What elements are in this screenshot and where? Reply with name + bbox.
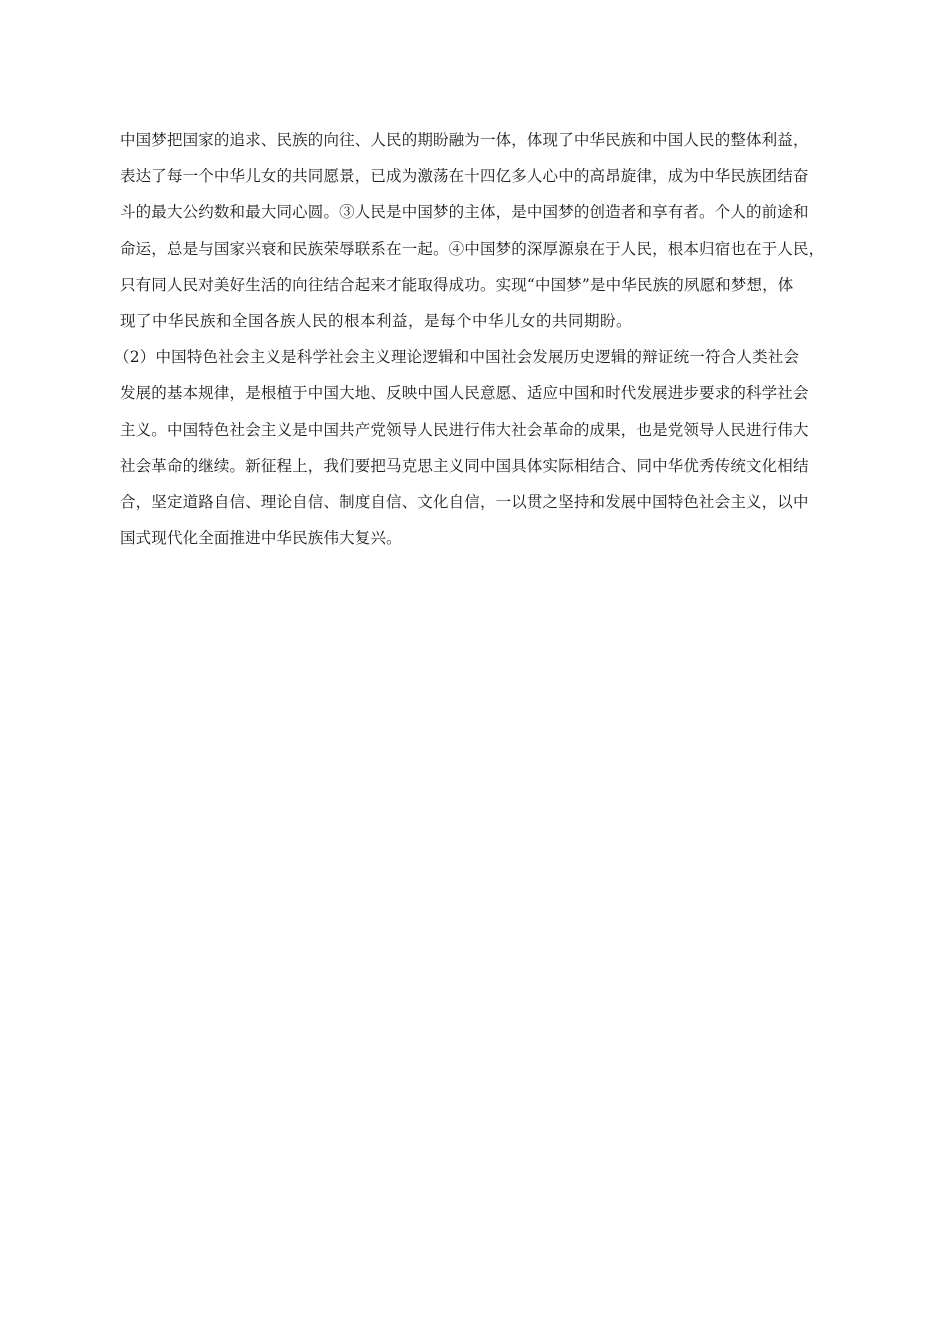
text-line: 现了中华民族和全国各族人民的根本利益，是每个中华儿女的共同期盼。 — [120, 311, 633, 330]
text-line: 命运，总是与国家兴衰和民族荣辱联系在一起。④中国梦的深厚源泉在于人民，根本归宿也在于人民， — [120, 239, 825, 258]
text-line: 国式现代化全面推进中华民族伟大复兴。 — [120, 529, 402, 548]
text-line: 中国梦把国家的追求、民族的向往、人民的期盼融为一体，体现了中华民族和中国人民的整体利益， — [120, 131, 809, 149]
text-line: 只有同人民对美好生活的向往结合起来才能取得成功。实现“中国梦”是中华民族的夙愿和梦想，体 — [120, 275, 794, 294]
text-line: 表达了每一个中华儿女的共同愿景，已成为激荡在十四亿多人心中的高昂旋律，成为中华民族团结奋 — [120, 167, 809, 186]
text-line: 社会革命的继续。新征程上，我们要把马克思主义同中国具体实际相结合、同中华优秀传统文化相结 — [120, 456, 809, 475]
text-line: 斗的最大公约数和最大同心圆。③人民是中国梦的主体，是中国梦的创造者和享有者。个人的前途和 — [120, 203, 809, 222]
text-line: 合，坚定道路自信、理论自信、制度自信、文化自信，一以贯之坚持和发展中国特色社会主义，以中 — [120, 492, 809, 511]
text-line: 发展的基本规律，是根植于中国大地、反映中国人民意愿、适应中国和时代发展进步要求的科学社会 — [120, 384, 809, 403]
answer-2-line: （2）中国特色社会主义是科学社会主义理论逻辑和中国社会发展历史逻辑的辩证统一符合人类社会 — [114, 348, 800, 367]
document-body — [114, 122, 860, 556]
text-line: 主义。中国特色社会主义是中国共产党领导人民进行伟大社会革命的成果，也是党领导人民进行伟大 — [120, 420, 809, 439]
